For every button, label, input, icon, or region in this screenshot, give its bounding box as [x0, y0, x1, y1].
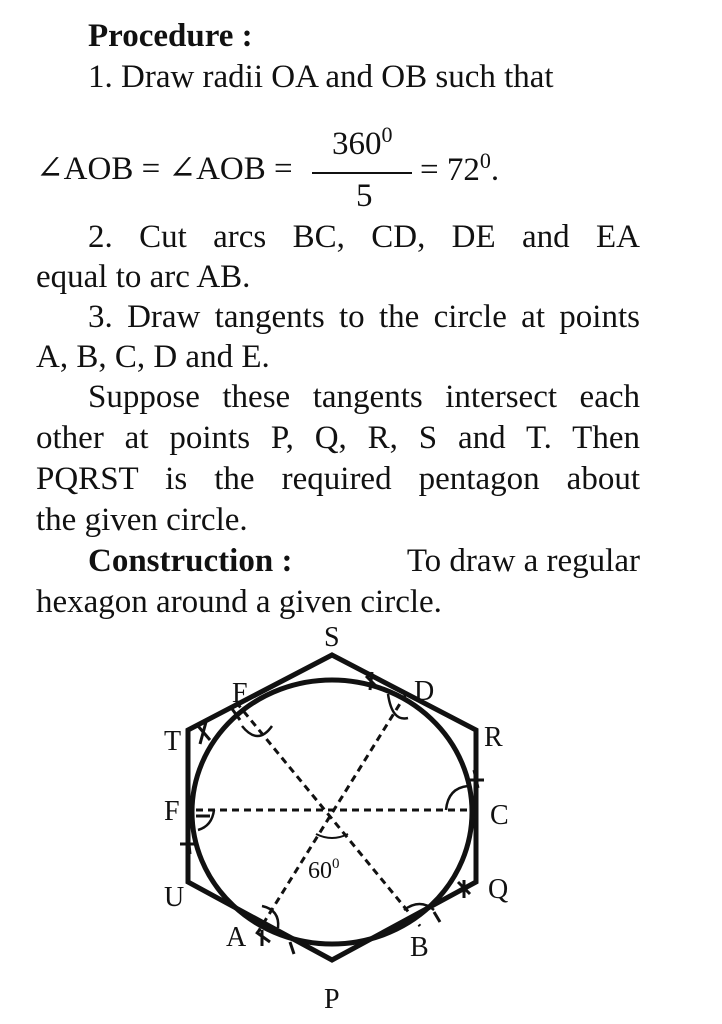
- label-C: C: [490, 800, 509, 831]
- label-E: E: [232, 678, 250, 709]
- label-B: B: [410, 932, 429, 963]
- step-3-line-1: 3. Draw tangents to the circle at points: [88, 299, 640, 335]
- label-A: A: [226, 922, 247, 953]
- paragraph-line-4: the given circle.: [36, 502, 248, 538]
- equation-numerator: $360^0$: [332, 122, 393, 162]
- angle-arc-C: [446, 786, 468, 810]
- step-2-line-1: 2. Cut arcs BC, CD, DE and EA: [88, 219, 640, 255]
- paragraph-line-3: PQRST is the required pentagon about: [36, 461, 640, 497]
- center-angle-label: $60^0$: [308, 856, 340, 884]
- construction-line-2: hexagon around a given circle.: [36, 584, 442, 620]
- hexagon-construction-figure: [0, 620, 722, 1020]
- label-F: F: [164, 796, 180, 827]
- label-U: U: [164, 882, 185, 913]
- step-2-line-2: equal to arc AB.: [36, 259, 251, 295]
- tick-marks: [180, 672, 484, 954]
- equation-result: = $72^0$.: [420, 148, 500, 188]
- label-T: T: [164, 726, 182, 757]
- diameter-D-A: [258, 694, 406, 932]
- label-P: P: [324, 984, 340, 1015]
- paragraph-line-2: other at points P, Q, R, S and T. Then: [36, 420, 640, 456]
- label-Q: Q: [488, 874, 509, 905]
- fraction-bar: [312, 172, 412, 174]
- step-3-line-2: A, B, C, D and E.: [36, 339, 270, 375]
- equation-lhs: ∠AOB = ∠AOB =: [36, 151, 293, 187]
- given-circle: [192, 680, 472, 944]
- label-S: S: [324, 622, 340, 653]
- construction-heading: Construction: [88, 543, 274, 579]
- step-1: 1. Draw radii OA and OB such that: [88, 59, 554, 95]
- angle-arc-F: [198, 810, 214, 830]
- procedure-heading: Procedure :: [88, 18, 253, 54]
- label-D: D: [414, 676, 435, 707]
- angle-arc-E: [242, 726, 272, 736]
- equation-denominator: 5: [356, 178, 373, 214]
- label-R: R: [484, 722, 503, 753]
- construction-text: To draw a regular: [406, 543, 640, 579]
- construction-line-1: Construction : To draw a regular: [88, 543, 640, 579]
- paragraph-line-1: Suppose these tangents intersect each: [88, 379, 640, 415]
